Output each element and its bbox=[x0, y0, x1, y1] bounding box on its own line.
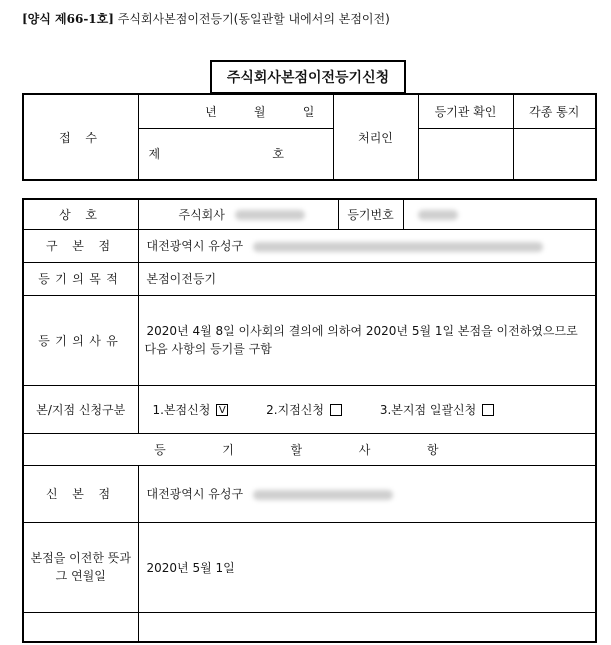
option-main-office-label: 1.본점신청 bbox=[152, 402, 211, 417]
option-branch-office-checkbox[interactable] bbox=[330, 404, 342, 416]
registry-check-cell bbox=[418, 128, 513, 180]
company-name-cell bbox=[138, 199, 338, 229]
document-title: 주식회사본점이전등기신청 bbox=[210, 60, 406, 94]
option-bulk-checkbox[interactable] bbox=[482, 404, 494, 416]
new-office-cell bbox=[138, 465, 596, 522]
company-name-value: 주식회사 bbox=[178, 207, 225, 222]
notices-label: 각종 통지 bbox=[513, 94, 596, 128]
company-name-label: 상 호 bbox=[23, 199, 138, 229]
reason-line-1: 2020년 4월 8일 이사회의 결의에 의하여 2020년 5월 1일 본점을 이전하였으므로 bbox=[146, 324, 578, 338]
reception-label: 접 수 bbox=[23, 94, 138, 180]
number-suffix: 호 bbox=[272, 147, 284, 162]
move-date-label-line-1: 본점을 이전한 뜻과 bbox=[30, 551, 131, 565]
redacted-old-address bbox=[253, 242, 543, 252]
next-row-label bbox=[23, 612, 138, 642]
option-bulk-label: 3.본지점 일괄신청 bbox=[379, 402, 477, 417]
move-date-label bbox=[23, 522, 138, 612]
redacted-company-name bbox=[235, 210, 305, 220]
old-office-value: 대전광역시 유성구 bbox=[146, 239, 244, 253]
old-office-label: 구 본 점 bbox=[23, 229, 138, 262]
new-office-label: 신 본 점 bbox=[23, 465, 138, 522]
reception-table bbox=[22, 93, 597, 181]
processor-label: 처리인 bbox=[333, 94, 418, 180]
redacted-new-address bbox=[253, 490, 393, 500]
reason-label: 등기의사유 bbox=[23, 295, 138, 385]
reception-date-cell bbox=[138, 94, 333, 128]
form-header bbox=[22, 10, 390, 27]
form-description: 주식회사본점이전등기(동일관할 내에서의 본점이전) bbox=[117, 12, 390, 26]
option-bulk[interactable] bbox=[380, 401, 494, 418]
option-main-office-checkbox[interactable]: V bbox=[216, 404, 228, 416]
section-title: 등 기 할 사 항 bbox=[23, 433, 596, 465]
redacted-reg-number bbox=[418, 210, 458, 220]
move-date-value: 2020년 5월 1일 bbox=[138, 522, 596, 612]
reg-number-label: 등기번호 bbox=[338, 199, 403, 229]
purpose-label: 등기의목적 bbox=[23, 262, 138, 295]
notices-cell bbox=[513, 128, 596, 180]
reason-cell bbox=[138, 295, 596, 385]
reception-number-cell bbox=[138, 128, 333, 180]
registry-check-label: 등기관 확인 bbox=[418, 94, 513, 128]
division-label: 본/지점 신청구분 bbox=[23, 385, 138, 433]
year-label: 년 bbox=[205, 104, 217, 119]
reason-line-2: 다음 사항의 등기를 구함 bbox=[144, 342, 272, 356]
move-date-label-line-2: 그 연월일 bbox=[55, 569, 106, 583]
division-cell bbox=[138, 385, 596, 433]
purpose-value: 본점이전등기 bbox=[138, 262, 596, 295]
application-table bbox=[22, 198, 597, 643]
option-main-office[interactable] bbox=[153, 401, 229, 418]
option-branch-office-label: 2.지점신청 bbox=[266, 402, 324, 417]
form-code: [양식 제66-1호] bbox=[22, 12, 114, 26]
day-label: 일 bbox=[302, 104, 315, 119]
number-prefix: 제 bbox=[148, 147, 161, 162]
old-office-cell bbox=[138, 229, 596, 262]
reg-number-cell bbox=[403, 199, 596, 229]
month-label: 월 bbox=[253, 104, 266, 119]
option-branch-office[interactable] bbox=[266, 401, 342, 418]
new-office-value: 대전광역시 유성구 bbox=[146, 487, 244, 501]
next-row-value bbox=[138, 612, 596, 642]
